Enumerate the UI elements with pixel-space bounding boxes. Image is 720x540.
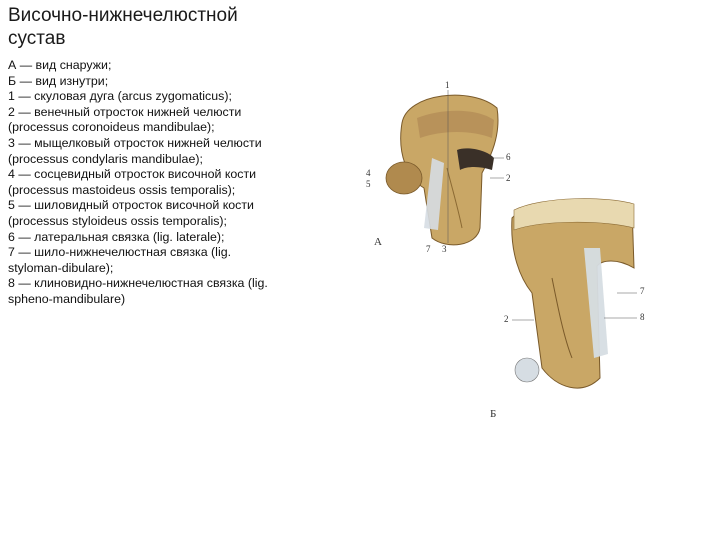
figure-label-6: 6 [506,152,511,162]
figure-label-2: 2 [506,173,511,183]
view-a-drawing [386,90,504,245]
legend-item: Б — вид изнутри; [8,73,109,88]
legend-item: 4 — сосцевидный отросток височной кости (processus mastoideus ossis temporalis); [8,167,257,197]
figure-label-3: 3 [442,244,447,254]
figure-label-5: 5 [366,179,371,189]
legend-item: 7 — шило-нижнечелюстная связка (lig. styloman-dibulare); [8,245,232,275]
legend-item: 1 — скуловая дуга (arcus zygomaticus); [8,89,232,104]
legend-item: 2 — венечный отросток нижней челюсти (processus coronoideus mandibulae); [8,104,242,135]
figure-label-b-2: 2 [504,314,509,324]
view-a-label: А [374,236,382,248]
figure-label-7: 7 [426,244,431,254]
view-b-drawing [512,199,637,388]
legend-item: 6 — латеральная связка (lig. laterale); [8,229,225,244]
figure-label-4: 4 [366,168,371,178]
figure-label-b-7: 7 [640,286,645,296]
view-b-label: Б [490,408,497,420]
legend-list [8,58,270,308]
legend-item: 5 — шиловидный отросток височной кости (processus styloideus ossis temporalis); [8,198,254,228]
figure-label-b-8: 8 [640,312,645,322]
figure-label-1: 1 [445,80,450,90]
anatomy-illustration [362,78,662,428]
joint-drawing [362,78,662,428]
legend-item: 3 — мыщелковый отросток нижней челюсти (processus condylaris mandibulae); [8,135,262,166]
legend-item: А — вид снаружи; [8,58,112,72]
legend-item: 8 — клиновидно-нижнечелюстная связка (lig. spheno-mandibulare) [8,276,268,306]
page-title: Височно-нижнечелюстной сустав [8,5,238,49]
